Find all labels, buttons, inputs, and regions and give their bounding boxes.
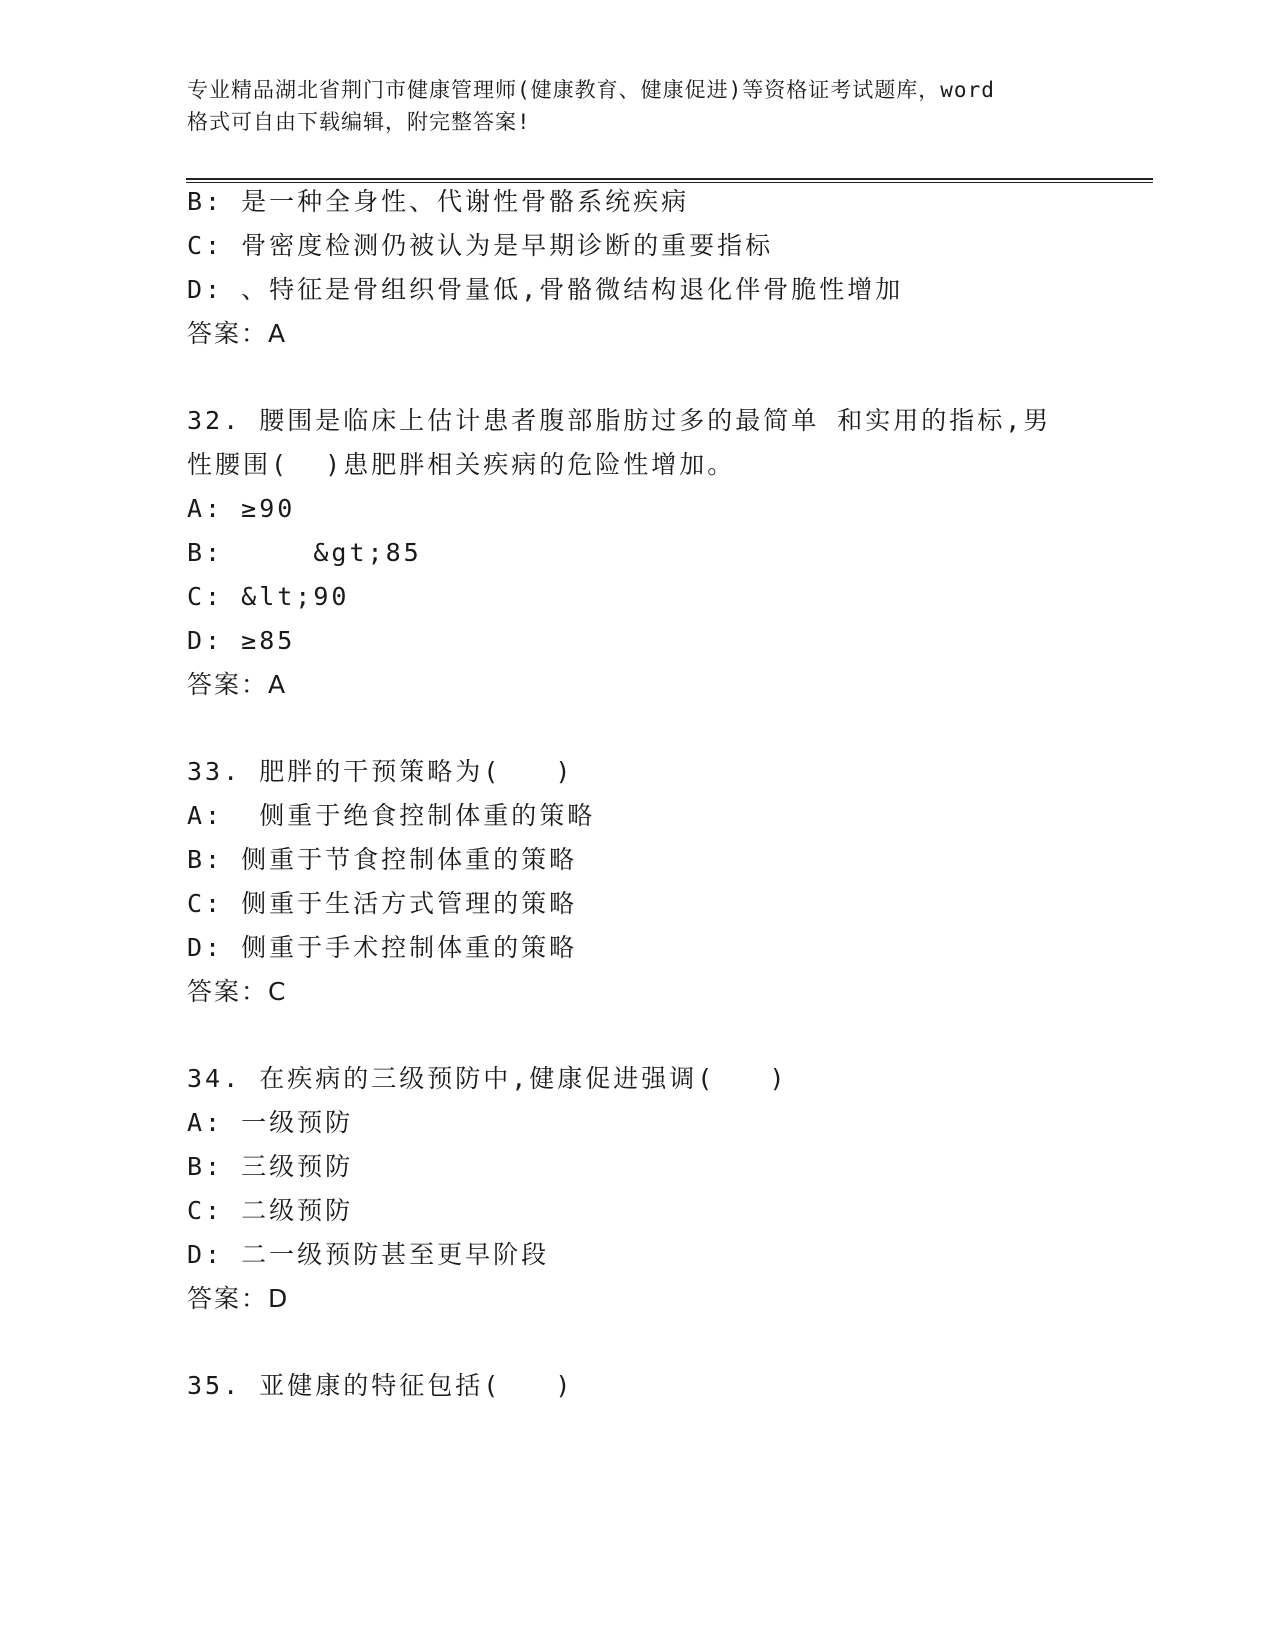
q31-answer: 答案：A: [187, 319, 288, 348]
q35-stem: 35. 亚健康的特征包括( ): [187, 1371, 574, 1400]
q32-stem-line-2: 性腰围( )患肥胖相关疾病的危险性增加。: [187, 450, 736, 479]
q32-option-a: A: ≥90: [187, 494, 296, 523]
q32-stem-line-1: 32. 腰围是临床上估计患者腹部脂肪过多的最简单 和实用的指标,男: [187, 406, 1052, 435]
q33-option-b: B: 侧重于节食控制体重的策略: [187, 845, 578, 874]
q33-answer: 答案：C: [187, 977, 288, 1006]
q34-stem: 34. 在疾病的三级预防中,健康促进强调( ): [187, 1064, 788, 1093]
q31-option-c: C: 骨密度检测仍被认为是早期诊断的重要指标: [187, 231, 774, 260]
header-divider-thick: [186, 178, 1153, 180]
header-line-1: 专业精品湖北省荆门市健康管理师(健康教育、健康促进)等资格证考试题库，word: [187, 78, 995, 102]
q34-option-c: C: 二级预防: [187, 1196, 354, 1225]
q34-answer: 答案：D: [187, 1284, 290, 1313]
header-divider-thin: [186, 182, 1153, 183]
q33-option-a: A: 侧重于绝食控制体重的策略: [187, 801, 596, 830]
q33-stem: 33. 肥胖的干预策略为( ): [187, 757, 574, 786]
q34-option-b: B: 三级预防: [187, 1152, 354, 1181]
q31-option-b: B: 是一种全身性、代谢性骨骼系统疾病: [187, 187, 690, 216]
q34-option-a: A: 一级预防: [187, 1108, 354, 1137]
q31-option-d: D: 、特征是骨组织骨量低,骨骼微结构退化伴骨脆性增加: [187, 275, 904, 304]
q33-option-c: C: 侧重于生活方式管理的策略: [187, 889, 578, 918]
header-line-2: 格式可自由下载编辑，附完整答案!: [187, 110, 531, 134]
q32-option-b: B: &gt;85: [187, 538, 422, 567]
q34-option-d: D: 二一级预防甚至更早阶段: [187, 1240, 550, 1269]
q32-answer: 答案：A: [187, 670, 288, 699]
document-header: [187, 74, 1087, 138]
q32-option-c: C: &lt;90: [187, 582, 350, 611]
q32-option-d: D: ≥85: [187, 626, 296, 655]
q33-option-d: D: 侧重于手术控制体重的策略: [187, 933, 578, 962]
